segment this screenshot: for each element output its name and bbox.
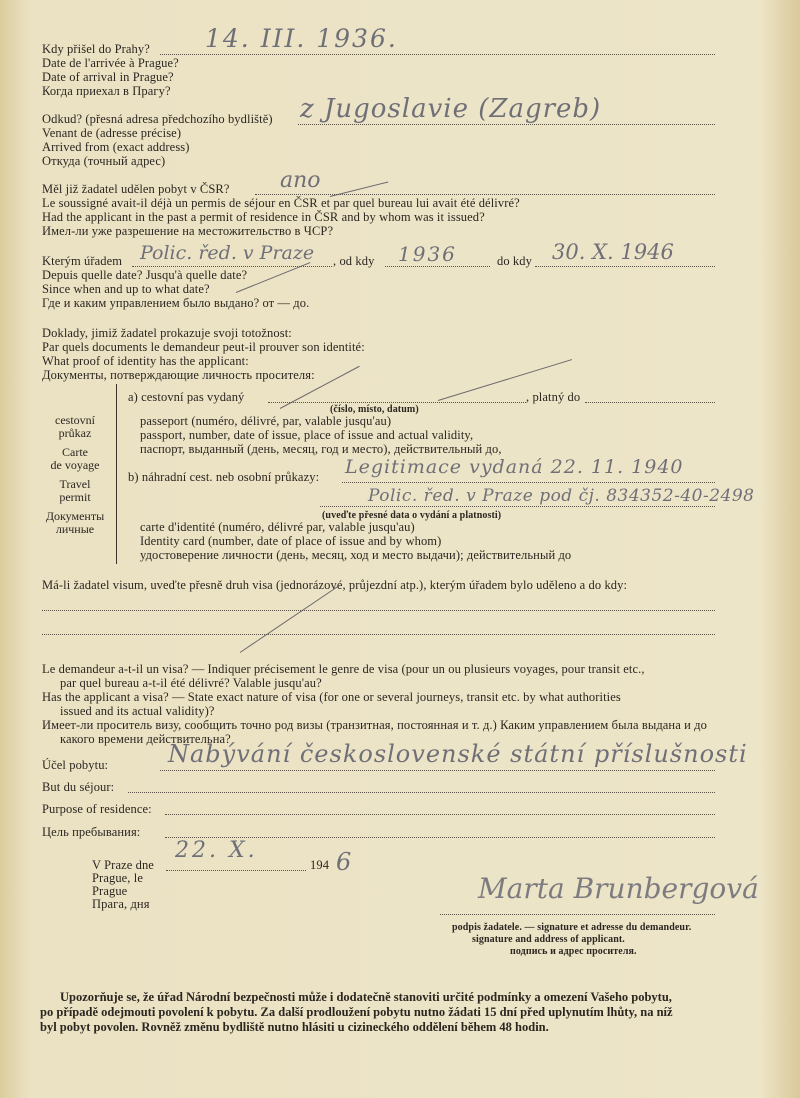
visa-label-ru-2: какого времени действительна?: [60, 732, 231, 746]
passport-fr: passeport (numéro, délivré, par, valable jusqu'au): [140, 414, 392, 428]
arrival-line: [160, 54, 715, 55]
purpose-line-2: [128, 792, 715, 793]
side-label-7: Документы: [45, 509, 105, 523]
signature-line: [440, 914, 715, 915]
office-from-label: , od kdy: [333, 254, 375, 268]
visa-label-en-2: issued and its actual validity)?: [60, 704, 215, 718]
idcard-line: [342, 482, 715, 483]
side-label-3: Carte: [62, 445, 88, 459]
purpose-label-fr: But du séjour:: [42, 780, 115, 794]
signature-caption-1: podpis žadatele. — signature et adresse du demandeur.: [452, 922, 692, 933]
permit-value: ano: [280, 168, 321, 193]
office-label: Kterým úřadem: [42, 254, 123, 268]
origin-label-en: Arrived from (exact address): [42, 140, 190, 154]
visa-line-1: [42, 610, 715, 611]
passport-valid-label: , platný do: [526, 390, 581, 404]
origin-value: z Jugoslavie (Zagreb): [300, 94, 602, 124]
side-label-4: de voyage: [50, 458, 100, 472]
office-to-value: 30. X. 1946: [552, 240, 674, 264]
notice-line-3: byl pobyt povolen. Rovněž změnu bydliště nutno hlásiti u cizineckého oddělení během 48 hodin.: [40, 1020, 549, 1034]
year-prefix: 194: [310, 858, 330, 872]
purpose-label-cs: Účel pobytu:: [42, 758, 109, 772]
idcard-line-2: [320, 506, 715, 507]
idcard-ru: удостоверение личности (день, месяц, ход и место выдачи); действительный до: [140, 548, 572, 562]
side-label-5: Travel: [59, 477, 91, 491]
year-value: 6: [336, 848, 352, 876]
side-brace: [116, 384, 121, 564]
arrival-label-en: Date of arrival in Prague?: [42, 70, 174, 84]
passport-valid-line: [585, 402, 715, 403]
permit-label-ru: Имел-ли уже разрешение на местожительство в ЧСР?: [42, 224, 334, 238]
passport-label: a) cestovní pas vydaný: [128, 390, 245, 404]
idcard-value-1: Legitimace vydaná 22. 11. 1940: [345, 456, 684, 478]
purpose-label-en: Purpose of residence:: [42, 802, 152, 816]
office-to-line: [535, 266, 715, 267]
office-label-ru: Где и каким управлением было выдано? от — до.: [42, 296, 310, 310]
office-label-fr: Depuis quelle date? Jusqu'à quelle date?: [42, 268, 248, 282]
place-ru: Прага, дня: [92, 897, 150, 911]
arrival-label-cs: Kdy přišel do Prahy?: [42, 42, 150, 56]
visa-label-en-1: Has the applicant a visa? — State exact nature of visa (for one or several journeys, transit etc. by what authorities: [42, 690, 621, 704]
office-value: Polic. řed. v Praze: [140, 242, 315, 264]
notice-line-2: po případě odejmouti povolení k pobytu. Za další prodloužení pobytu nutno žádati 15 dní před uplynutím lhůty, na níž: [40, 1005, 673, 1019]
idcard-fr: carte d'identité (numéro, délivré par, valable jusqu'au): [140, 520, 415, 534]
purpose-value: Nabývání československé státní příslušnosti: [168, 740, 748, 768]
arrival-label-fr: Date de l'arrivée à Prague?: [42, 56, 179, 70]
notice: [40, 990, 730, 1035]
idcard-value-2: Polic. řed. v Praze pod čj. 834352-40-2498: [368, 486, 755, 506]
permit-label-cs: Měl již žadatel udělen pobyt v ČSR?: [42, 182, 230, 196]
date-value: 22. X.: [175, 838, 258, 863]
origin-label-fr: Venant de (adresse précise): [42, 126, 182, 140]
side-label-2: průkaz: [58, 426, 92, 440]
visa-line-2: [42, 634, 715, 635]
signature-caption-2: signature and address of applicant.: [472, 934, 625, 945]
place-fr: Prague, le: [92, 871, 143, 885]
identity-label-ru: Документы, потверждающие личность просителя:: [42, 368, 315, 382]
passport-sub: (číslo, místo, datum): [330, 404, 419, 415]
date-line: [166, 870, 306, 871]
visa-strike: [240, 585, 340, 653]
origin-label-cs: Odkud? (přesná adresa předchozího bydliště): [42, 112, 273, 126]
permit-label-fr: Le soussigné avait-il déjà un permis de séjour en ČSR et par quel bureau lui avait été délivré?: [42, 196, 520, 210]
identity-label-fr: Par quels documents le demandeur peut-il prouver son identité:: [42, 340, 365, 354]
arrival-label-ru: Когда приехал в Прагу?: [42, 84, 171, 98]
origin-label-ru: Откуда (точный адрес): [42, 154, 166, 168]
office-from-value: 1936: [398, 242, 457, 266]
passport-en: passport, number, date of issue, place of issue and actual validity,: [140, 428, 474, 442]
passport-ru: паспорт, выданный (день, месяц, год и место), действительный до,: [140, 442, 502, 456]
identity-label-cs: Doklady, jimiž žadatel prokazuje svoji totožnost:: [42, 326, 292, 340]
visa-label-fr-2: par quel bureau a-t-il été délivré? Valable jusqu'au?: [60, 676, 322, 690]
origin-line: [298, 124, 715, 125]
purpose-label-ru: Цель пребывания:: [42, 825, 141, 839]
side-label-6: permit: [59, 490, 91, 504]
identity-label-en: What proof of identity has the applicant:: [42, 354, 249, 368]
visa-label-fr-1: Le demandeur a-t-il un visa? — Indiquer précisement le genre de visa (pour un ou plusieurs voyages, pour transit etc.,: [42, 662, 645, 676]
office-label-en: Since when and up to what date?: [42, 282, 210, 296]
idcard-en: Identity card (number, date of place of issue and by whom): [140, 534, 442, 548]
arrival-value: 14. III. 1936.: [205, 24, 398, 53]
notice-line-1: Upozorňuje se, že úřad Národní bezpečnosti může i dodatečně stanoviti určité podmínky a omezení Vašeho pobytu,: [60, 990, 672, 1004]
place-cs: V Praze dne: [92, 858, 154, 872]
idcard-sub: (uveďte přesné data o vydání a platnosti): [322, 510, 502, 521]
idcard-label: b) náhradní cest. neb osobní průkazy:: [128, 470, 320, 484]
signature-caption-3: подпись и адрес просителя.: [510, 946, 637, 957]
visa-label-ru-1: Имеет-ли проситель визу, сообщить точно род визы (транзитная, постоянная и т. д.) Каким управлением была выдана и до: [42, 718, 707, 732]
office-to-label: do kdy: [497, 254, 532, 268]
side-label-8: личные: [55, 522, 95, 536]
visa-label-cs: Má-li žadatel visum, uveďte přesně druh visa (jednorázové, průjezdní atp.), kterým úřadem bylo uděleno a do kdy:: [42, 578, 628, 592]
office-from-line: [385, 266, 490, 267]
purpose-line-1: [160, 770, 715, 771]
purpose-line-3: [165, 814, 715, 815]
permit-label-en: Had the applicant in the past a permit of residence in ČSR and by whom was it issued?: [42, 210, 485, 224]
permit-line: [255, 194, 715, 195]
place-en: Prague: [92, 884, 128, 898]
side-label-1: cestovní: [55, 413, 95, 427]
applicant-signature: Marta Brunbergová: [478, 872, 759, 905]
